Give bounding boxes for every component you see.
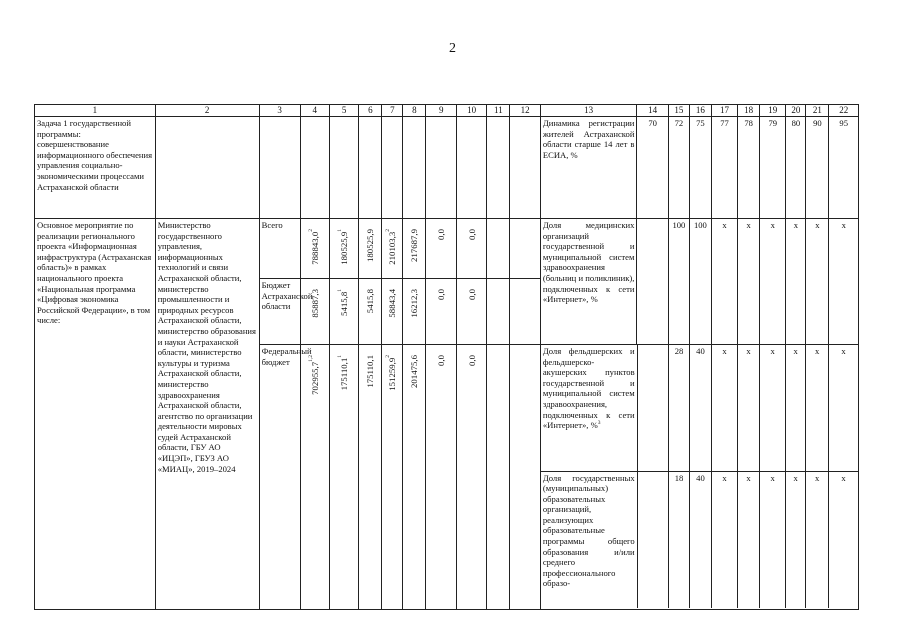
column-header: 18 — [738, 105, 760, 117]
column-header: 3 — [259, 105, 300, 117]
funding-year-value: 0,0 — [466, 289, 477, 300]
column-header: 16 — [689, 105, 711, 117]
funding-year-value: 151259,9 — [387, 357, 398, 391]
column-header: 13 — [540, 105, 637, 117]
indicator-value: x — [738, 345, 760, 471]
funding-total: 702955,7 — [309, 361, 320, 395]
indicator-value: 90 — [806, 117, 829, 219]
indicator-value: x — [760, 471, 786, 608]
indicator-value: 40 — [689, 471, 711, 608]
indicator-subtable — [541, 345, 858, 608]
column-header: 8 — [403, 105, 426, 117]
indicator-value: x — [760, 219, 786, 345]
funding-year-value: 175110,1 — [339, 357, 350, 391]
footnote-marker: 1 — [337, 229, 344, 232]
column-header: 7 — [382, 105, 403, 117]
indicator-value: x — [711, 471, 737, 608]
funding-year-value: 0,0 — [436, 229, 447, 240]
indicator-value: x — [786, 471, 806, 608]
footnote-marker: 1 — [337, 289, 344, 292]
footnote-marker: 2 — [385, 355, 392, 358]
funding-total: 85887,3 — [309, 289, 320, 318]
indicator-value: 40 — [689, 345, 711, 471]
page-number: 2 — [449, 41, 456, 56]
funding-year-value: 0,0 — [436, 355, 447, 366]
funding-year-value: 58843,4 — [387, 289, 398, 318]
indicator-block — [540, 345, 858, 610]
indicator-value: 75 — [689, 117, 711, 219]
footnote-marker: 3 — [597, 420, 601, 427]
indicator-value: 80 — [786, 117, 806, 219]
indicator-value: x — [829, 471, 858, 608]
column-header: 17 — [711, 105, 737, 117]
indicator-text: Доля фельдшерских и фельдшерско-акушерских пунктов государственной и муниципальной систем здравоохранения, подключенных к сети «Интернет», % — [542, 346, 635, 431]
funding-year-value: 210103,3 — [387, 231, 398, 265]
indicator-value: x — [806, 219, 829, 345]
funding-year-value: 175110,1 — [365, 355, 376, 388]
funding-year-value: 180525,9 — [339, 231, 350, 265]
column-header: 12 — [510, 105, 540, 117]
indicator-value: 100 — [689, 219, 711, 345]
executors-list: Министерство государственного управления, информационных технологий и связи Астраханской области, министерство промышленности и природных ресурсов Астраханской области, министерство образования и науки Астраханской области, министерство культуры и туризма Астраханской области, министерство здравоохранения Астраханской области, агентство по организации деятельности мировых судей Астраханской области, ГБУ АО «ИЦЭП», ГБУЗ АО «МИАЦ», 2019–2024 — [155, 219, 259, 610]
indicator-value — [637, 219, 668, 345]
indicator-value: x — [760, 345, 786, 471]
column-header: 5 — [329, 105, 358, 117]
funding-year-value: 5415,8 — [365, 289, 376, 314]
column-header: 20 — [786, 105, 806, 117]
column-header: 19 — [760, 105, 786, 117]
indicator-row — [541, 471, 858, 608]
funding-year-value: 0,0 — [466, 229, 477, 240]
footnote-marker: 1,2 — [307, 355, 314, 362]
task-row — [35, 117, 859, 219]
indicator-value: x — [829, 345, 858, 471]
column-header: 9 — [426, 105, 456, 117]
indicator-value: 28 — [669, 345, 690, 471]
column-header: 1 — [35, 105, 156, 117]
indicator-value: 79 — [760, 117, 786, 219]
column-header: 14 — [637, 105, 668, 117]
funding-year-value: 0,0 — [466, 355, 477, 366]
indicator-value: x — [738, 219, 760, 345]
indicator-value — [637, 471, 668, 608]
column-header: 4 — [300, 105, 329, 117]
footnote-marker: 2 — [307, 229, 314, 232]
column-header: 15 — [668, 105, 689, 117]
header-row — [35, 105, 859, 117]
indicator-value: x — [806, 471, 829, 608]
indicator-value: x — [786, 345, 806, 471]
funding-source: Всего — [259, 219, 300, 279]
funding-source: Федеральный бюджет — [259, 345, 300, 610]
column-header: 21 — [806, 105, 829, 117]
funding-year-value: 0,0 — [436, 289, 447, 300]
indicator-value: 18 — [669, 471, 690, 608]
indicator-value: x — [738, 471, 760, 608]
indicator-value: x — [786, 219, 806, 345]
funding-year-value: 217687,9 — [409, 229, 420, 262]
footnote-marker: 1 — [337, 355, 344, 358]
measure-description: Основное мероприятие по реализации регионального проекта «Информационная инфраструктура (Астраханская область)» в рамках национального проекта «Национальная программа «Цифровая экономика Российской Федерации», в том числе: — [35, 219, 156, 610]
program-table — [34, 104, 859, 610]
funding-row-total — [35, 219, 859, 279]
column-header: 6 — [359, 105, 382, 117]
column-header: 2 — [155, 105, 259, 117]
column-header: 11 — [487, 105, 510, 117]
funding-year-value: 5415,8 — [339, 291, 350, 316]
indicator-value: x — [711, 219, 737, 345]
column-header: 22 — [829, 105, 859, 117]
indicator-value: 78 — [738, 117, 760, 219]
indicator-value: x — [829, 219, 859, 345]
funding-year-value: 201475,6 — [409, 355, 420, 388]
indicator-value: x — [711, 345, 737, 471]
indicator-value — [637, 345, 668, 471]
indicator-value: 70 — [637, 117, 668, 219]
footnote-marker: 2 — [385, 229, 392, 232]
indicator-text-cell — [541, 345, 637, 471]
indicator-value: 72 — [668, 117, 689, 219]
indicator-text: Доля государственных (муниципальных) образовательных организаций, реализующих образовательные программы общего образования и/или среднего профессионального образо- — [541, 471, 637, 608]
task-description: Задача 1 государственной программы: совершенствование информационного обеспечения управления социально-экономическими процессами Астраханской области — [35, 117, 156, 219]
funding-source: Бюджет Астраханской области — [259, 279, 300, 345]
column-header: 10 — [456, 105, 486, 117]
indicator-text: Динамика регистрации жителей Астраханской области старше 14 лет в ЕСИА, % — [540, 117, 637, 219]
indicator-value: 95 — [829, 117, 859, 219]
indicator-text: Доля медицинских организаций государственной и муниципальной систем здравоохранения (больниц и поликлиник), подключенных к сети «Интернет», % — [540, 219, 637, 345]
indicator-value: 77 — [711, 117, 737, 219]
funding-year-value: 180525,9 — [365, 229, 376, 262]
funding-year-value: 16212,3 — [409, 289, 420, 318]
funding-total: 788843,0 — [309, 231, 320, 265]
indicator-row — [541, 345, 858, 471]
indicator-value: 100 — [668, 219, 689, 345]
indicator-value: x — [806, 345, 829, 471]
